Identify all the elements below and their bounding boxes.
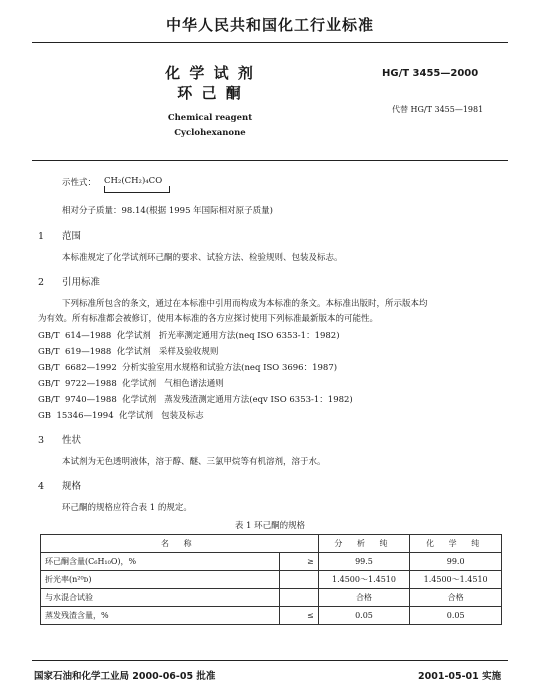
- section-title-text: 规格: [62, 481, 82, 492]
- row-cp-value: 0.05: [410, 607, 502, 625]
- reference-item: GB/T 614—1988 化学试剂 折光率测定通用方法(neq ISO 6353-1：1982): [38, 331, 340, 341]
- header-analytical-grade: 分 析 纯: [318, 535, 410, 553]
- reference-item: GB/T 9740—1988 化学试剂 蒸发残渣测定通用方法(eqv ISO 6353-1：1982): [38, 395, 353, 405]
- section-title-text: 性状: [62, 435, 82, 446]
- section-title-text: 范围: [62, 231, 82, 242]
- section-number: 4: [38, 481, 45, 492]
- row-ar-value: 0.05: [318, 607, 410, 625]
- title-cn-line1: 化 学 试 剂: [165, 64, 255, 82]
- structural-formula: CH₂(CH₂)₄CO: [104, 176, 163, 186]
- title-en-line1: Chemical reagent: [167, 113, 253, 123]
- header-name: 名 称: [41, 535, 319, 553]
- section-3-title: [38, 432, 81, 446]
- header-chemical-grade: 化 学 纯: [410, 535, 502, 553]
- table-row: [41, 571, 502, 589]
- title-rule: [32, 160, 508, 161]
- spec-table: [40, 534, 502, 625]
- approval-note: 国家石油和化学工业局 2000-06-05 批准: [34, 671, 216, 682]
- footer-rule: [32, 660, 508, 661]
- row-name: 与水混合试验: [41, 589, 280, 607]
- table-row: [41, 553, 502, 571]
- section-number: 1: [38, 231, 45, 242]
- scope-text: 本标准规定了化学试剂环己酮的要求、试验方法、检验规则、包装及标志。: [62, 253, 343, 263]
- section-4-title: [38, 478, 81, 492]
- reference-item: GB 15346—1994 化学试剂 包装及标志: [38, 411, 204, 421]
- section-number: 3: [38, 435, 45, 446]
- spec-intro: 环己酮的规格应符合表 1 的规定。: [62, 503, 192, 513]
- replaces-note: 代替 HG/T 3455—1981: [392, 105, 484, 114]
- standard-number: HG/T 3455—2000: [382, 68, 479, 79]
- row-comparator: [279, 571, 318, 589]
- ring-bond-bracket: [104, 186, 170, 193]
- section-2-title: [38, 274, 100, 288]
- properties-text: 本试剂为无色透明液体，溶于醇、醚、三氯甲烷等有机溶剂，溶于水。: [62, 457, 326, 467]
- row-cp-value: 合格: [410, 589, 502, 607]
- row-comparator: ≥: [279, 553, 318, 571]
- standard-category-header: 中华人民共和国化工行业标准: [165, 16, 374, 34]
- section-1-title: [38, 228, 81, 242]
- formula-label: 示性式：: [62, 178, 97, 188]
- references-intro-line1: 下列标准所包含的条文，通过在本标准中引用而构成为本标准的条文。本标准出版时，所示版本均: [62, 299, 428, 309]
- implementation-date: 2001-05-01 实施: [418, 671, 502, 682]
- table-header-row: [41, 535, 502, 553]
- title-en-line2: Cyclohexanone: [174, 128, 246, 138]
- reference-item: GB/T 9722—1988 化学试剂 气相色谱法通则: [38, 379, 224, 389]
- reference-item: GB/T 6682—1992 分析实验室用水规格和试验方法(neq ISO 3696：1987): [38, 363, 338, 373]
- table-row: [41, 589, 502, 607]
- section-title-text: 引用标准: [62, 277, 101, 288]
- table-row: [41, 607, 502, 625]
- row-name: 蒸发残渣含量，%: [41, 607, 280, 625]
- references-intro-line2: 为有效。所有标准都会被修订，使用本标准的各方应探讨使用下列标准最新版本的可能性。: [38, 314, 379, 324]
- row-ar-value: 合格: [318, 589, 410, 607]
- row-comparator: ≤: [279, 607, 318, 625]
- reference-item: GB/T 619—1988 化学试剂 采样及验收规则: [38, 347, 219, 357]
- row-comparator: [279, 589, 318, 607]
- molar-mass: 相对分子质量：98.14(根据 1995 年国际相对原子质量): [62, 206, 274, 216]
- table-caption: 表 1 环己酮的规格: [234, 521, 306, 531]
- header-rule: [32, 42, 508, 43]
- row-cp-value: 99.0: [410, 553, 502, 571]
- row-ar-value: 99.5: [318, 553, 410, 571]
- row-ar-value: 1.4500～1.4510: [318, 571, 410, 589]
- title-cn-line2: 环 己 酮: [177, 84, 243, 102]
- row-name: 环己酮含量(C₆H₁₀O)，%: [41, 553, 280, 571]
- row-name: 折光率(n²⁰ᴅ): [41, 571, 280, 589]
- row-cp-value: 1.4500～1.4510: [410, 571, 502, 589]
- section-number: 2: [38, 277, 45, 288]
